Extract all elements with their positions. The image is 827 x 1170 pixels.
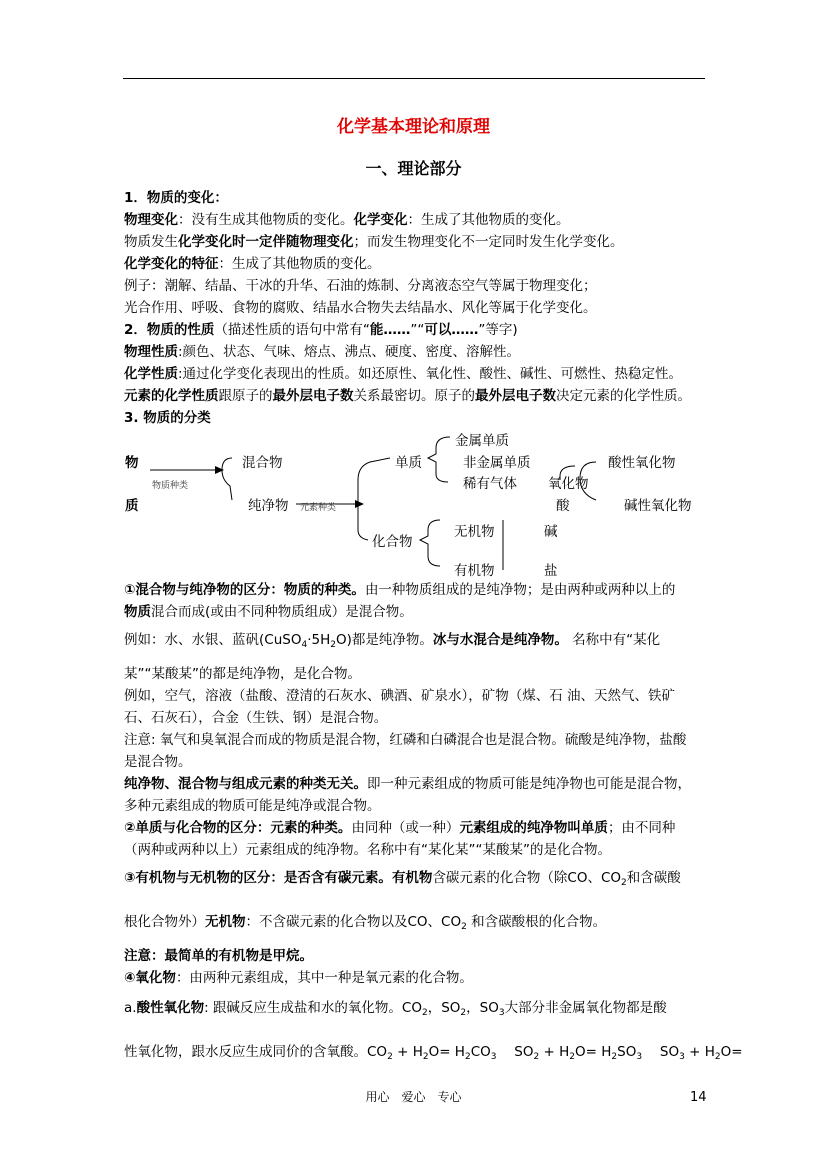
diagram-label-yuansuzhonglei: 元素种类 [300,503,337,513]
diagram-wuji: 无机物 [454,524,495,540]
text-line: a.酸性氧化物: 跟碱反应生成盐和水的氧化物。$CO_2$，$SO_2$，$SO_3$大部分非金属氧化物都是酸 [124,1000,667,1018]
diagram-jinshu: 金属单质 [455,433,509,449]
diagram-yanghuawu: 氧化物 [548,476,589,492]
text-line: 例如，空气，溶液（盐酸、澄清的石灰水、碘酒、矿泉水），矿物（煤、石 油、天然气、铁矿 [124,688,676,704]
text-line: （两种或两种以上）元素组成的纯净物。名称中有“某化某”“某酸某”的是化合物。 [124,842,611,858]
section-heading: 一、理论部分 [365,159,462,178]
text-line: 物质发生化学变化时一定伴随物理变化；而发生物理变化不一定同时发生化学变化。 [124,234,624,250]
page-title: 化学基本理论和原理 [337,117,490,137]
diagram-youji: 有机物 [454,563,495,579]
text-line: 光合作用、呼吸、食物的腐败、结晶水合物失去结晶水、风化等属于化学变化。 [124,300,597,316]
text-line: 根化合物外）无机物：不含碳元素的化合物以及CO、$CO_2$ 和含碳酸根的化合物。 [124,914,607,932]
diagram-xiyou: 稀有气体 [463,476,517,492]
diagram-zhi: 质 [125,498,139,514]
heading-1: 1．物质的变化： [124,190,228,206]
diagram-chunjingwu: 纯净物 [248,498,289,514]
text-line: 2．物质的性质（描述性质的语句中常有“能……”“可以……”等字) [124,322,518,338]
text-line: 物质混合而成(或由不同种物质组成）是混合物。 [124,604,413,620]
heading-3: 3. 物质的分类 [124,410,211,426]
text-line: 是混合物。 [124,754,192,770]
diagram-jianxing: 碱性氧化物 [624,498,692,514]
page-footer: 用心 爱心 专心 [365,1090,462,1104]
text-line: ①混合物与纯净物的区分：物质的种类。由一种物质组成的是纯净物；是由两种或两种以上的 [124,582,676,598]
text-line: ③有机物与无机物的区分：是否含有碳元素。有机物含碳元素的化合物（除CO、$CO_2$和含碳酸 [124,870,681,888]
diagram-jian: 碱 [544,524,558,540]
diagram-danzhi: 单质 [395,455,422,471]
text-line: 例如：水、水银、蓝矾$(CuSO_4\cdot 5H_2O)$都是纯净物。冰与水混合是纯净物。 名称中有“某化 [124,632,661,650]
page-number: 14 [690,1090,707,1105]
text-line: 化学变化的特征：生成了其他物质的变化。 [124,256,381,272]
text-line: ④氧化物：由两种元素组成，其中一种是氧元素的化合物。 [124,970,473,986]
diagram-huahewu: 化合物 [372,534,413,550]
diagram-suan: 酸 [556,498,570,514]
text-line: 某”“某酸某”的都是纯净物，是化合物。 [124,666,361,682]
diagram-suanxing: 酸性氧化物 [608,455,676,471]
text-line: 纯净物、混合物与组成元素的种类无关。即一种元素组成的物质可能是纯净物也可能是混合物， [124,776,691,792]
text-line: 注意: 氧气和臭氧混合而成的物质是混合物，红磷和白磷混合也是混合物。硫酸是纯净物，盐酸 [124,732,687,748]
diagram-feijinshu: 非金属单质 [463,455,531,471]
text-line: 元素的化学性质跟原子的最外层电子数关系最密切。原子的最外层电子数决定元素的化学性质。 [124,388,691,404]
diagram-yan: 盐 [544,563,558,579]
text-line: 物理变化：没有生成其他物质的变化。化学变化：生成了其他物质的变化。 [124,212,570,228]
text-line: 物理性质:颜色、状态、气味、熔点、沸点、硬度、密度、溶解性。 [124,344,521,360]
text-line: 多种元素组成的物质可能是纯净或混合物。 [124,798,381,814]
diagram-wu: 物 [125,455,139,471]
text-line: 性氧化物，跟水反应生成同价的含氧酸。$CO_2 + H_2O= H_2CO_3$ $SO_2 + H_2O= H_2SO_3$ $SO_3 + H_2O=$ [124,1044,743,1062]
diagram-label-wuzhizhonglei: 物质种类 [152,481,189,491]
text-line: ②单质与化合物的区分：元素的种类。由同种（或一种）元素组成的纯净物叫单质；由不同种 [124,820,676,836]
text-line: 注意：最简单的有机物是甲烷。 [124,948,313,964]
text-line: 例子：潮解、结晶、干冰的升华、石油的炼制、分离液态空气等属于物理变化； [124,278,597,294]
text-line: 石、石灰石），合金（生铁、钢）是混合物。 [124,710,388,726]
diagram-hunhewu: 混合物 [242,455,283,471]
text-line: 化学性质:通过化学变化表现出的性质。如还原性、氧化性、酸性、碱性、可燃性、热稳定性。 [124,366,683,382]
